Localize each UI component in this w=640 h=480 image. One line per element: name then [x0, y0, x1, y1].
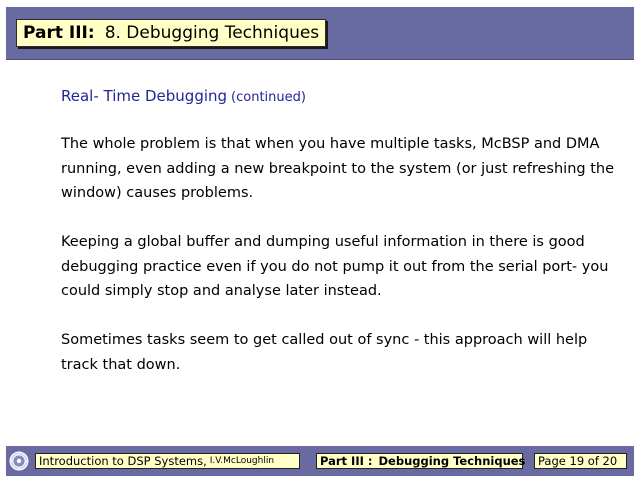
footer-course-title	[35, 453, 300, 469]
paragraph-3: Sometimes tasks seem to get called out of sync - this approach will help track that down.	[61, 332, 588, 373]
footer-page-number	[534, 453, 627, 469]
chapter-title: 8. Debugging Techniques	[104, 23, 320, 43]
course-title: Introduction to DSP Systems,	[39, 454, 207, 468]
part-label: Part III:	[23, 23, 95, 43]
footer-section-label	[316, 453, 526, 469]
university-crest-icon	[9, 451, 29, 471]
page-number: Page 19 of 20	[538, 454, 618, 468]
footer-part-label: Part III :	[320, 454, 373, 468]
paragraph-2: Keeping a global buffer and dumping useful information in there is good debugging practice even if you do not pump it out from the serial port- you could simply stop and analyse later instead.	[61, 234, 609, 299]
paragraph-1: The whole problem is that when you have multiple tasks, McBSP and DMA running, even adding a new breakpoint to the system (or just refreshing the window) causes problems.	[61, 136, 615, 201]
subtitle-note: (continued)	[231, 90, 306, 105]
course-author: I.V.McLoughlin	[209, 456, 275, 466]
header-title-box	[16, 19, 326, 47]
footer-section-title: Debugging Techniques	[378, 454, 526, 468]
slide-subtitle	[61, 86, 306, 105]
subtitle-text: Real- Time Debugging	[61, 87, 228, 105]
